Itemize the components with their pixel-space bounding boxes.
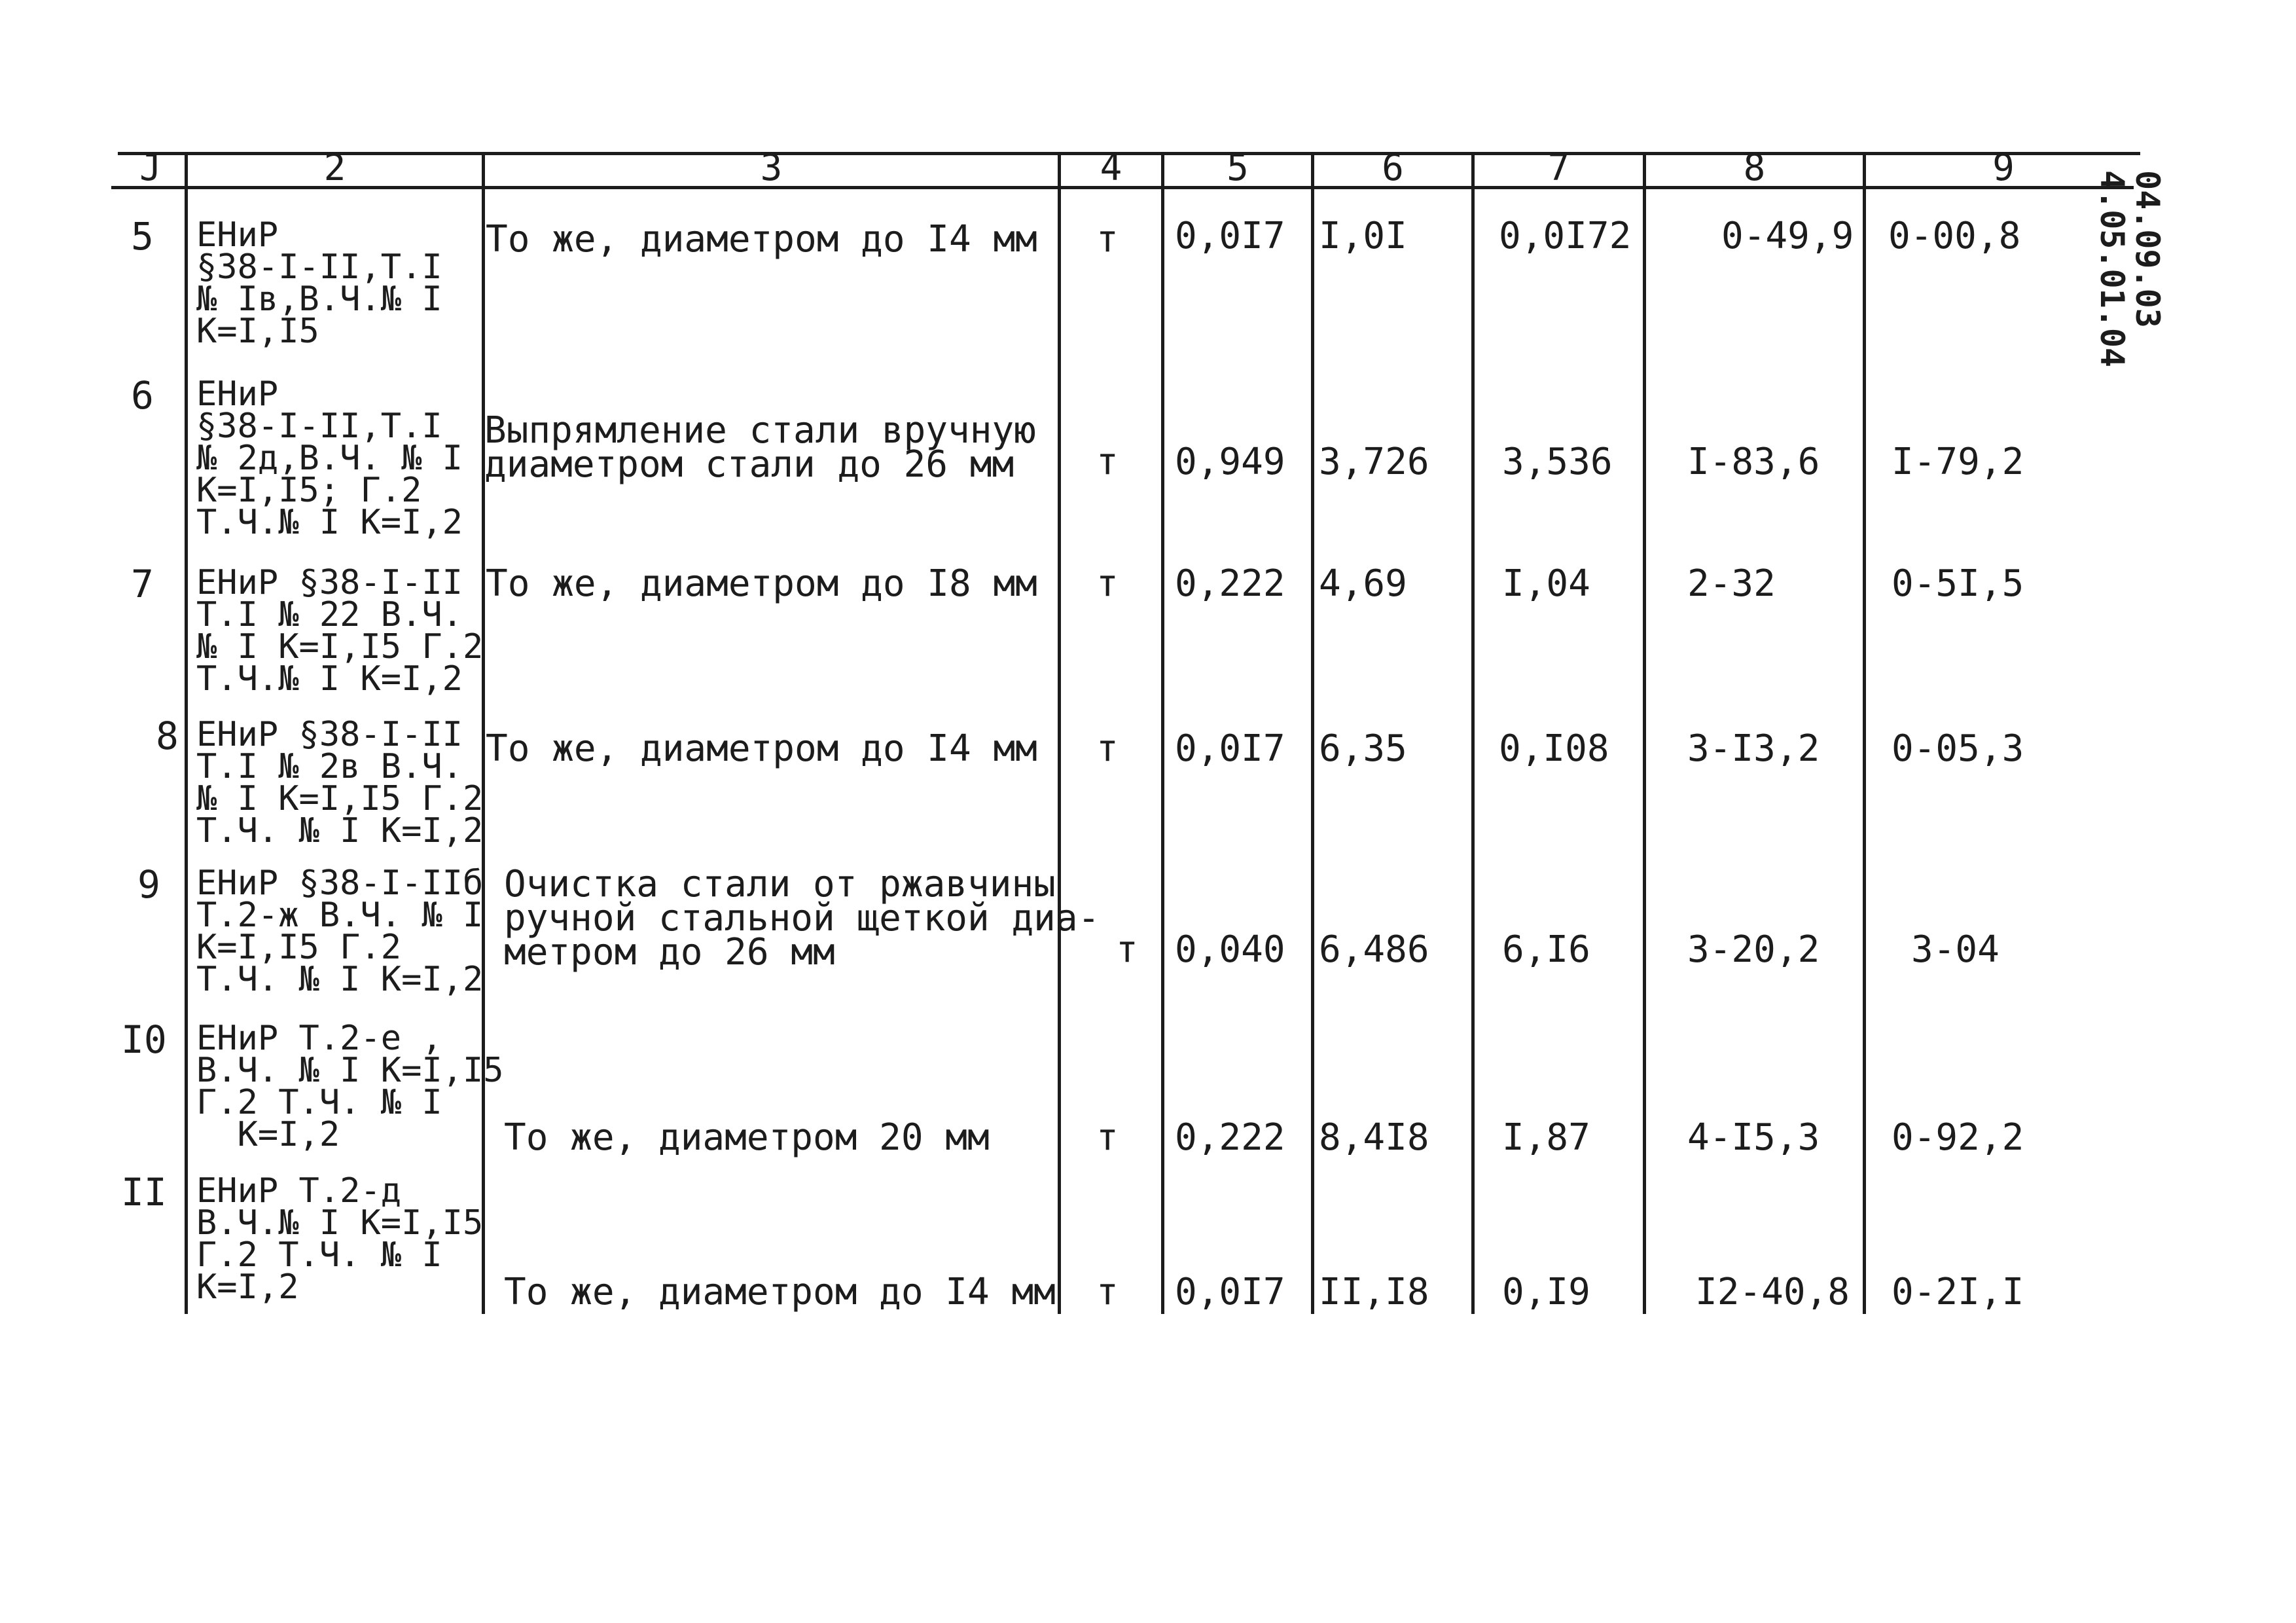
value-col-8: I2-40,8 xyxy=(1695,1271,1850,1313)
value-col-6: II,I8 xyxy=(1319,1271,1429,1313)
value-col-7: I,04 xyxy=(1502,562,1590,605)
row-number: 7 xyxy=(131,562,154,606)
value-col-7: 0,I9 xyxy=(1502,1271,1590,1313)
value-col-8: 4-I5,3 xyxy=(1687,1116,1820,1159)
value-col-9: 0-05,3 xyxy=(1892,727,2024,770)
column-rule-6 xyxy=(1471,152,1475,1314)
value-col-8: I-83,6 xyxy=(1687,441,1820,483)
value-col-8: 3-20,2 xyxy=(1687,928,1820,971)
work-description: То же, диаметром до I8 мм xyxy=(486,562,1037,605)
norm-reference: ЕНиР Т.2-е , В.Ч. № I К=I,I5 Г.2 Т.Ч. № I К=I,2 xyxy=(196,1019,504,1154)
work-description: То же, диаметром до I4 мм xyxy=(504,1271,1056,1313)
norm-reference: ЕНиР §38-I-II,Т.I № Iв,В.Ч.№ I К=I,I5 xyxy=(196,215,442,351)
value-col-9: 0-2I,I xyxy=(1892,1271,2024,1313)
row-number: 8 xyxy=(156,714,179,758)
value-col-6: 6,486 xyxy=(1319,928,1429,971)
unit: т xyxy=(1116,928,1138,971)
side-stamp xyxy=(2093,170,2173,386)
column-rule-4 xyxy=(1161,152,1164,1314)
value-col-7: 0,I08 xyxy=(1499,727,1609,770)
header-col-9: 9 xyxy=(1992,147,2015,189)
row-number: II xyxy=(121,1170,167,1214)
value-col-5: 0,0I7 xyxy=(1175,1271,1285,1313)
work-description: То же, диаметром 20 мм xyxy=(504,1116,990,1159)
header-col-1: J xyxy=(139,147,162,189)
column-rule-5 xyxy=(1311,152,1314,1314)
unit: т xyxy=(1096,218,1119,261)
value-col-5: 0,0I7 xyxy=(1175,215,1285,257)
header-col-3: 3 xyxy=(760,147,783,189)
norm-reference: ЕНиР §38-I-II Т.I № 2в В.Ч. № I К=I,I5 Г.2 Т.Ч. № I К=I,2 xyxy=(196,715,484,850)
value-col-5: 0,222 xyxy=(1175,562,1285,605)
value-col-9: I-79,2 xyxy=(1892,441,2024,483)
header-col-6: 6 xyxy=(1382,147,1404,189)
value-col-9: 3-04 xyxy=(1911,928,2000,971)
norm-reference: ЕНиР §38-I-II,Т.I № 2д,В.Ч. № I К=I,I5; Г.2 Т.Ч.№ I К=I,2 xyxy=(196,374,463,542)
value-col-6: 3,726 xyxy=(1319,441,1429,483)
work-description: То же, диаметром до I4 мм xyxy=(486,727,1037,770)
value-col-5: 0,0I7 xyxy=(1175,727,1285,770)
column-rule-8 xyxy=(1863,152,1866,1314)
value-col-8: 0-49,9 xyxy=(1721,215,1854,257)
unit: т xyxy=(1096,727,1119,770)
column-rule-7 xyxy=(1643,152,1646,1314)
stamp-code-b: 4.05.01.04 xyxy=(2093,170,2131,368)
norm-reference: ЕНиР §38-I-II Т.I № 22 В.Ч. № I К=I,I5 Г.2 Т.Ч.№ I К=I,2 xyxy=(196,563,484,699)
norm-reference: ЕНиР Т.2-д В.Ч.№ I К=I,I5 Г.2 Т.Ч. № I К=I,2 xyxy=(196,1171,484,1307)
unit: т xyxy=(1096,441,1119,483)
value-col-5: 0,040 xyxy=(1175,928,1285,971)
value-col-5: 0,222 xyxy=(1175,1116,1285,1159)
row-number: 5 xyxy=(131,214,154,259)
value-col-5: 0,949 xyxy=(1175,441,1285,483)
value-col-7: 6,I6 xyxy=(1502,928,1590,971)
value-col-6: 6,35 xyxy=(1319,727,1407,770)
column-rule-1 xyxy=(185,152,188,1314)
header-col-7: 7 xyxy=(1547,147,1570,189)
norm-reference: ЕНиР §38-I-IIб Т.2-ж В.Ч. № I К=I,I5 Г.2 Т.Ч. № I К=I,2 xyxy=(196,864,484,999)
row-number: I0 xyxy=(121,1017,167,1062)
row-number: 6 xyxy=(131,373,154,418)
value-col-9: 0-00,8 xyxy=(1888,215,2021,257)
header-col-2: 2 xyxy=(323,147,346,189)
header-col-4: 4 xyxy=(1100,147,1122,189)
value-col-8: 2-32 xyxy=(1687,562,1776,605)
unit: т xyxy=(1096,1116,1119,1159)
value-col-6: I,0I xyxy=(1319,215,1407,257)
unit: т xyxy=(1096,1271,1119,1313)
header-col-5: 5 xyxy=(1227,147,1249,189)
value-col-7: 3,536 xyxy=(1502,441,1613,483)
value-col-6: 4,69 xyxy=(1319,562,1407,605)
column-rule-3 xyxy=(1058,152,1061,1314)
stamp-code-a: 04.09.03 xyxy=(2128,170,2166,328)
value-col-8: 3-I3,2 xyxy=(1687,727,1820,770)
value-col-9: 0-92,2 xyxy=(1892,1116,2024,1159)
value-col-7: I,87 xyxy=(1502,1116,1590,1159)
unit: т xyxy=(1096,562,1119,605)
header-col-8: 8 xyxy=(1743,147,1766,189)
value-col-6: 8,4I8 xyxy=(1319,1116,1429,1159)
value-col-9: 0-5I,5 xyxy=(1892,562,2024,605)
work-description: Очистка стали от ржавчины ручной стальной щеткой диа- метром до 26 мм xyxy=(504,863,1100,974)
work-description: То же, диаметром до I4 мм xyxy=(486,218,1037,261)
value-col-7: 0,0I72 xyxy=(1499,215,1632,257)
work-description: Выпрямление стали вручную диаметром стали до 26 мм xyxy=(484,409,1036,486)
row-number: 9 xyxy=(137,862,160,907)
